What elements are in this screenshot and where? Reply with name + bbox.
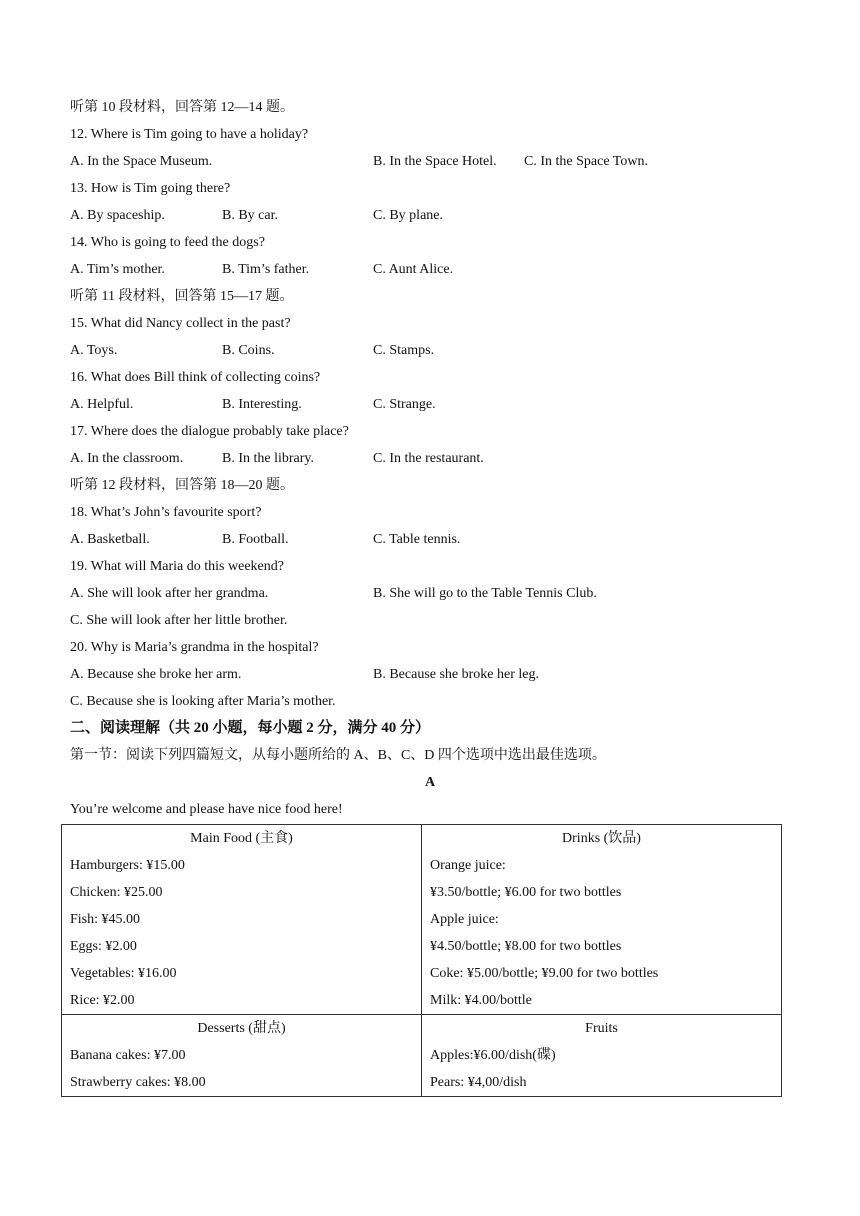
answer-option: B. Interesting.	[222, 397, 302, 412]
options-row	[70, 202, 790, 229]
options-row	[70, 148, 790, 175]
passage-label: A	[424, 775, 436, 790]
options-row	[70, 445, 790, 472]
answer-option: B. In the library.	[222, 451, 315, 466]
answer-option: A. In the classroom.	[70, 451, 184, 466]
menu-item: Orange juice:	[430, 858, 506, 873]
listening-section	[70, 94, 790, 715]
drinks-cell	[422, 825, 782, 1015]
answer-option: A. By spaceship.	[70, 208, 165, 223]
answer-option: B. Tim’s father.	[222, 262, 310, 277]
answer-option: C. She will look after her little brother.	[70, 613, 288, 628]
menu-item: Chicken: ¥25.00	[70, 885, 163, 900]
answer-option: C. Strange.	[373, 397, 436, 412]
section-instruction: 听第 12 段材料，回答第 18—20 题。	[70, 478, 294, 493]
desserts-cell	[62, 1015, 422, 1097]
question-text: 17. Where does the dialogue probably take place?	[70, 424, 349, 439]
reading-instruction: 第一节：阅读下列四篇短文，从每小题所给的 A、B、C、D 四个选项中选出最佳选项。	[70, 748, 606, 763]
answer-option: C. In the Space Town.	[524, 154, 648, 169]
menu-item: Fish: ¥45.00	[70, 912, 141, 927]
question-text: 13. How is Tim going there?	[70, 181, 231, 196]
answer-option: C. Aunt Alice.	[373, 262, 454, 277]
menu-item: Eggs: ¥2.00	[70, 939, 137, 954]
menu-row	[62, 1015, 782, 1097]
answer-option: C. In the restaurant.	[373, 451, 484, 466]
options-row	[70, 391, 790, 418]
answer-option: C. Stamps.	[373, 343, 435, 358]
menu-item: Milk: ¥4.00/bottle	[430, 993, 532, 1008]
menu-item: Pears: ¥4,00/dish	[430, 1075, 527, 1090]
answer-option: C. Because she is looking after Maria’s mother.	[70, 694, 336, 709]
menu-item: Vegetables: ¥16.00	[70, 966, 177, 981]
answer-option: B. Football.	[222, 532, 289, 547]
answer-option: B. Because she broke her leg.	[373, 667, 539, 682]
options-row	[70, 337, 790, 364]
section-instruction: 听第 11 段材料，回答第 15—17 题。	[70, 289, 294, 304]
answer-option: B. By car.	[222, 208, 278, 223]
answer-option: B. She will go to the Table Tennis Club.	[373, 586, 597, 601]
options-row	[70, 580, 790, 607]
menu-table	[61, 824, 782, 1097]
answer-option: A. Tim’s mother.	[70, 262, 165, 277]
menu-item: Banana cakes: ¥7.00	[70, 1048, 186, 1063]
options-row	[70, 688, 790, 715]
drinks-title: Drinks (饮品)	[562, 831, 641, 846]
menu-row	[62, 825, 782, 1015]
exam-page	[70, 94, 790, 823]
answer-option: A. Because she broke her arm.	[70, 667, 242, 682]
fruits-title: Fruits	[585, 1021, 618, 1036]
answer-option: C. Table tennis.	[373, 532, 461, 547]
fruits-cell	[422, 1015, 782, 1097]
answer-option: A. In the Space Museum.	[70, 154, 213, 169]
answer-option: B. In the Space Hotel.	[373, 154, 497, 169]
question-text: 18. What’s John’s favourite sport?	[70, 505, 262, 520]
question-text: 15. What did Nancy collect in the past?	[70, 316, 291, 331]
menu-item: Coke: ¥5.00/bottle; ¥9.00 for two bottles	[430, 966, 659, 981]
answer-option: A. Helpful.	[70, 397, 134, 412]
menu-item: ¥3.50/bottle; ¥6.00 for two bottles	[430, 885, 622, 900]
desserts-title: Desserts (甜点)	[197, 1021, 286, 1036]
answer-option: C. By plane.	[373, 208, 443, 223]
question-text: 19. What will Maria do this weekend?	[70, 559, 284, 574]
menu-item: ¥4.50/bottle; ¥8.00 for two bottles	[430, 939, 622, 954]
main-food-title: Main Food (主食)	[190, 831, 293, 846]
answer-option: B. Coins.	[222, 343, 275, 358]
options-row	[70, 661, 790, 688]
menu-item: Rice: ¥2.00	[70, 993, 135, 1008]
menu-item: Apple juice:	[430, 912, 499, 927]
question-text: 12. Where is Tim going to have a holiday?	[70, 127, 309, 142]
options-row	[70, 256, 790, 283]
section-instruction: 听第 10 段材料，回答第 12—14 题。	[70, 100, 294, 115]
options-row	[70, 526, 790, 553]
menu-item: Apples:¥6.00/dish(碟)	[430, 1048, 556, 1063]
menu-item: Hamburgers: ¥15.00	[70, 858, 185, 873]
main-food-cell	[62, 825, 422, 1015]
question-text: 20. Why is Maria’s grandma in the hospital?	[70, 640, 319, 655]
passage-intro: You’re welcome and please have nice food here!	[70, 802, 343, 817]
reading-heading: 二、阅读理解（共 20 小题，每小题 2 分，满分 40 分）	[70, 720, 431, 736]
question-text: 14. Who is going to feed the dogs?	[70, 235, 265, 250]
answer-option: A. Toys.	[70, 343, 118, 358]
menu-item: Strawberry cakes: ¥8.00	[70, 1075, 206, 1090]
answer-option: A. She will look after her grandma.	[70, 586, 269, 601]
answer-option: A. Basketball.	[70, 532, 150, 547]
options-row	[70, 607, 790, 634]
question-text: 16. What does Bill think of collecting coins?	[70, 370, 321, 385]
